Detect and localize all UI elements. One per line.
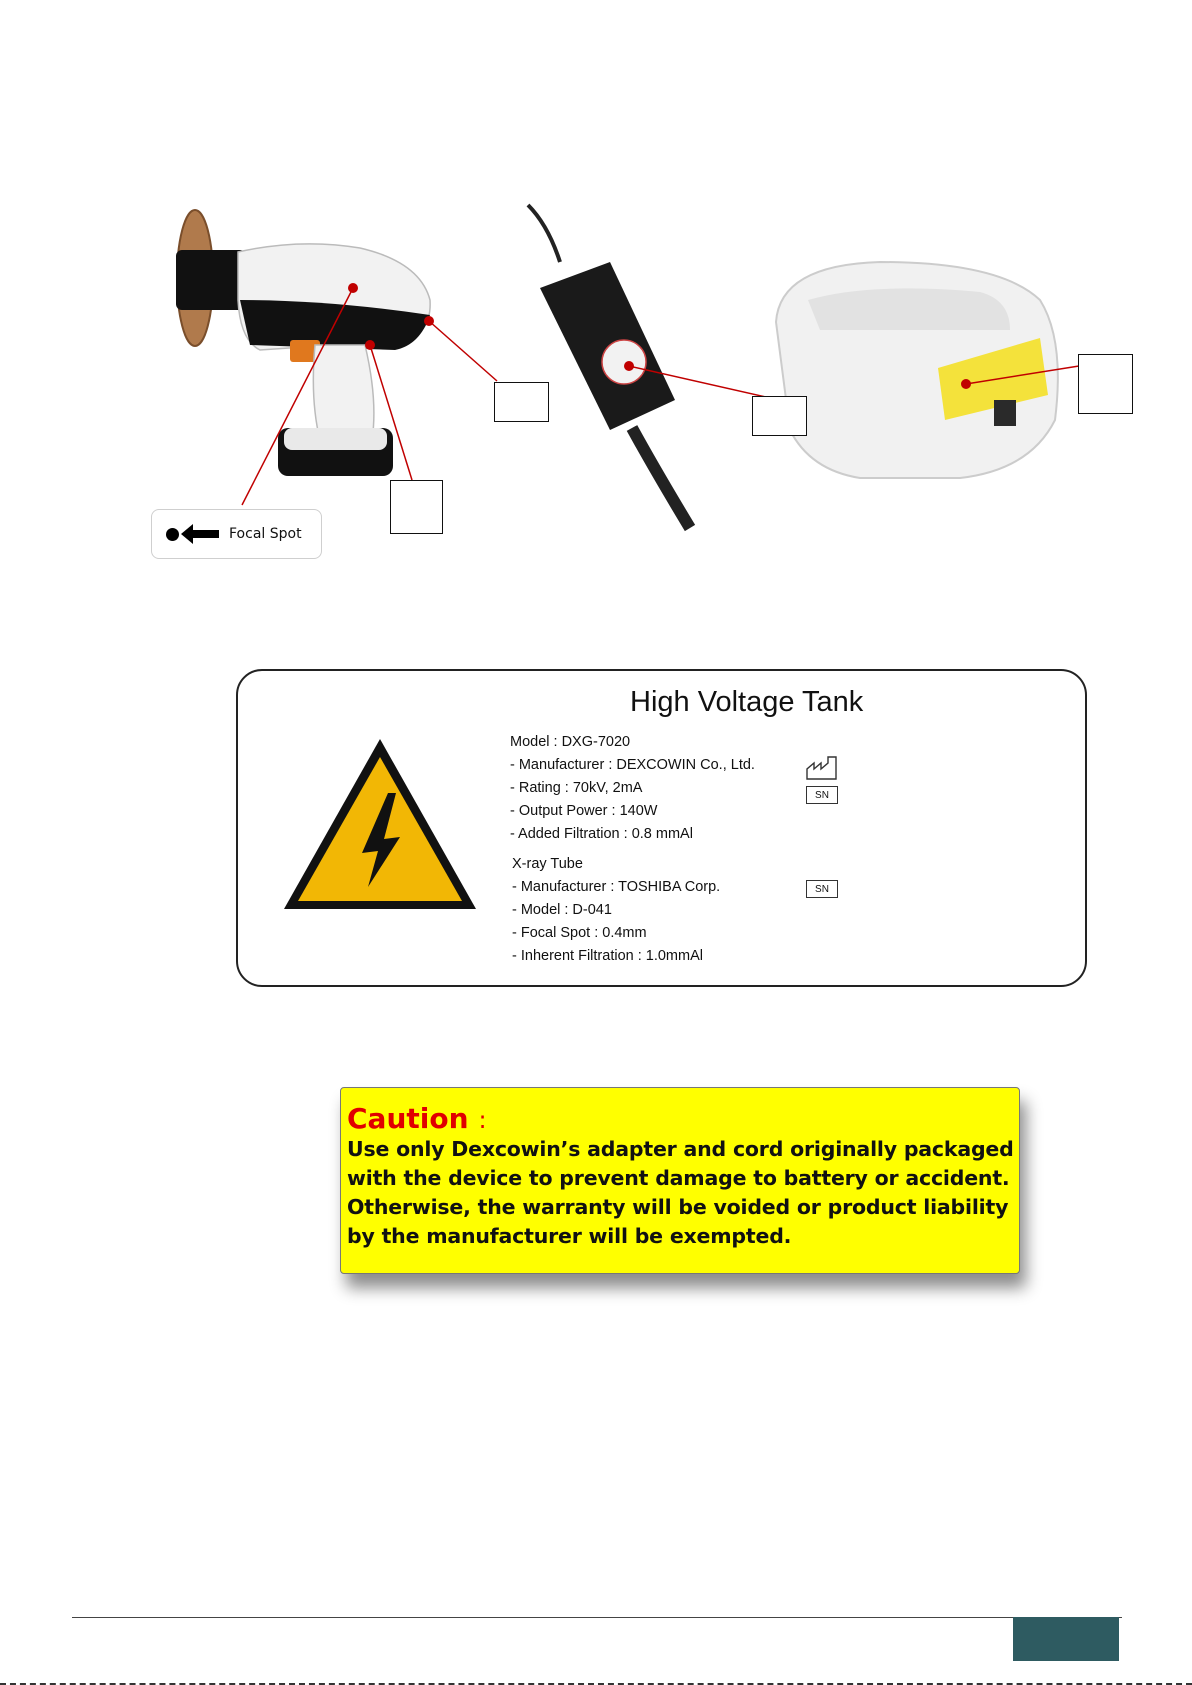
callout-box-device	[390, 480, 443, 534]
caution-line-2: with the device to prevent damage to battery or accident.	[347, 1166, 1010, 1190]
focal-spot-callout	[151, 509, 322, 559]
caution-line-1: Use only Dexcowin’s adapter and cord originally packaged	[347, 1137, 1014, 1161]
footer-rule	[72, 1617, 1122, 1618]
device-label-marker	[365, 340, 375, 350]
caution-title: Caution	[347, 1102, 469, 1135]
tube-focal-spot-line: - Focal Spot : 0.4mm	[512, 925, 647, 941]
xray-tube-heading: X-ray Tube	[512, 856, 583, 872]
caution-line-4: by the manufacturer will be exempted.	[347, 1224, 792, 1248]
tube-inherent-filtration-line: - Inherent Filtration : 1.0mmAl	[512, 948, 703, 964]
tube-serial-number-symbol: SN	[806, 880, 838, 898]
power-adapter-illustration	[528, 205, 690, 528]
output-power-line: - Output Power : 140W	[510, 803, 658, 819]
charging-cradle-illustration	[776, 262, 1058, 478]
tube-model-line: - Model : D-041	[512, 902, 612, 918]
callout-box-adapter	[752, 396, 807, 436]
added-filtration-line: - Added Filtration : 0.8 mmAl	[510, 826, 693, 842]
model-line: Model : DXG-7020	[510, 734, 631, 750]
callout-box-cradle	[1078, 354, 1133, 414]
high-voltage-warning-icon	[280, 735, 480, 913]
callout-box-hv-tank	[494, 382, 549, 422]
focal-point-marker	[348, 283, 358, 293]
serial-number-symbol: SN	[806, 786, 838, 804]
xray-device-illustration	[176, 210, 430, 476]
left-arrow-icon	[181, 523, 219, 545]
focal-dot-icon	[166, 528, 179, 541]
caution-line-3: Otherwise, the warranty will be voided or product liability	[347, 1195, 1009, 1219]
caution-colon: :	[478, 1106, 487, 1134]
manufacturer-line: - Manufacturer : DEXCOWIN Co., Ltd.	[510, 757, 755, 773]
footer-page-block	[1013, 1617, 1119, 1661]
factory-icon	[805, 755, 839, 781]
label-title: High Voltage Tank	[630, 686, 864, 718]
tube-manufacturer-line: - Manufacturer : TOSHIBA Corp.	[512, 879, 721, 895]
focal-spot-label: Focal Spot	[229, 526, 302, 542]
rating-line: - Rating : 70kV, 2mA	[510, 780, 643, 796]
hv-tank-marker	[424, 316, 434, 326]
caution-notice	[340, 1087, 1020, 1274]
